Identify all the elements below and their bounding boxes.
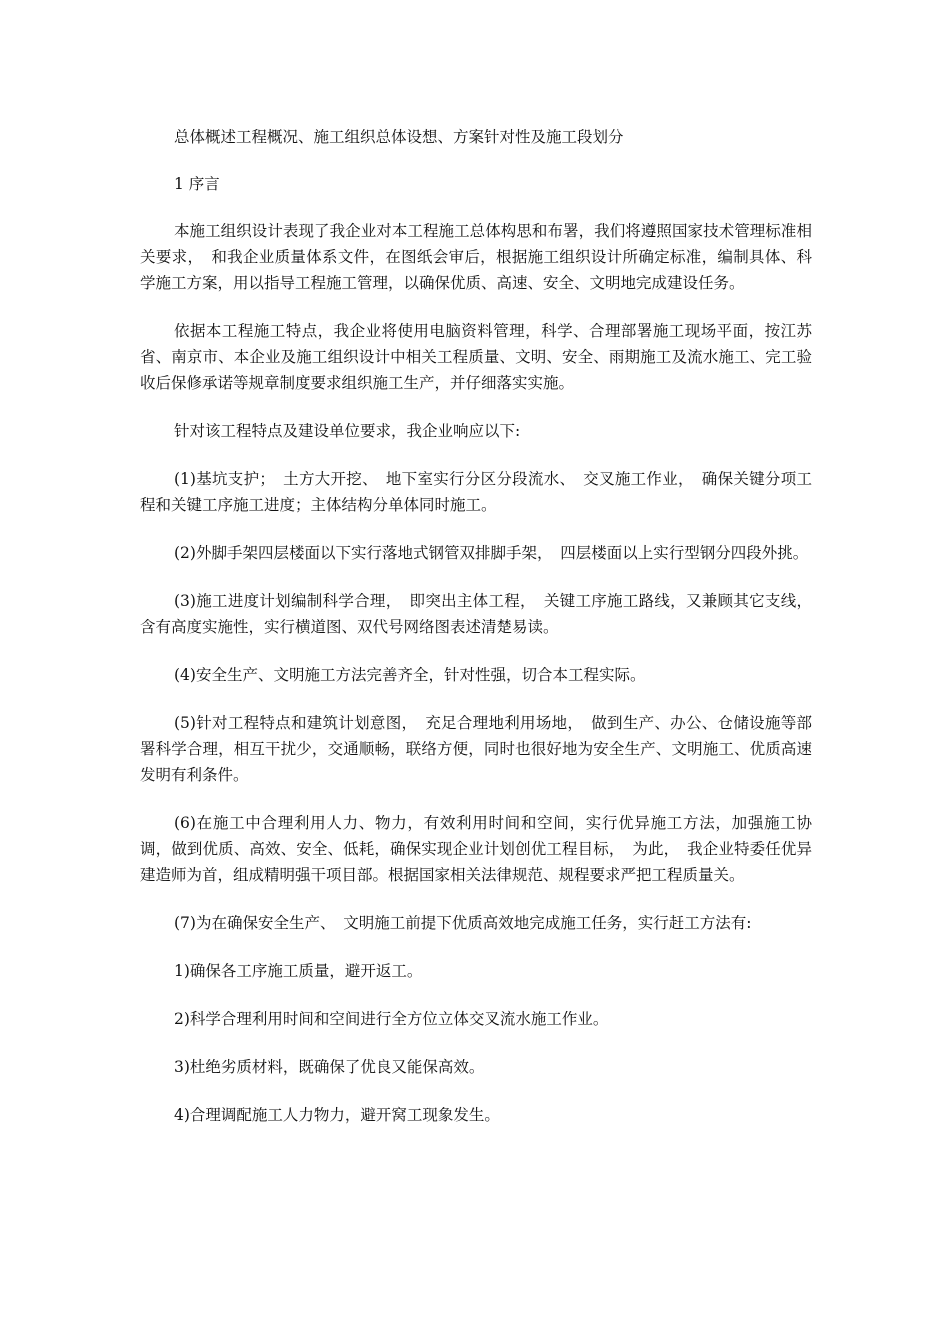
- document-title: 总体概述工程概况、施工组织总体设想、方案针对性及施工段划分: [174, 128, 624, 146]
- list-item-4: (4)安全生产、文明施工方法完善齐全，针对性强，切合本工程实际。: [174, 666, 646, 684]
- sub-item-1: 1)确保各工序施工质量，避开返工。: [174, 962, 423, 980]
- sub-item-3: 3)杜绝劣质材料，既确保了优良又能保高效。: [174, 1058, 485, 1076]
- paragraph-response-lead: 针对该工程特点及建设单位要求，我企业响应以下:: [174, 422, 521, 440]
- list-item-3: (3)施工进度计划编制科学合理， 即突出主体工程， 关键工序施工路线，又兼顾其它支线，含有高度实施性，实行横道图、双代号网络图表述清楚易读。: [140, 592, 812, 636]
- paragraph-basis: 依据本工程施工特点，我企业将使用电脑资料管理，科学、合理部署施工现场平面，按江苏省、南京市、本企业及施工组织设计中相关工程质量、文明、安全、雨期施工及流水施工、完工验收后保修承诺等规章制度要求组织施工生产，并仔细落实实施。: [140, 322, 812, 392]
- document-body: [140, 124, 812, 1150]
- list-item-1: (1)基坑支护； 土方大开挖、 地下室实行分区分段流水、 交叉施工作业， 确保关键分项工程和关键工序施工进度；主体结构分单体同时施工。: [140, 470, 812, 514]
- sub-item-4: 4)合理调配施工人力物力，避开窝工现象发生。: [174, 1106, 500, 1124]
- list-item-6: (6)在施工中合理利用人力、物力，有效利用时间和空间，实行优异施工方法，加强施工协调，做到优质、高效、安全、低耗，确保实现企业计划创优工程目标， 为此， 我企业特委任优异建造师为首，组成精明强干项目部。根据国家相关法律规范、规程要求严把工程质量关。: [140, 814, 812, 884]
- paragraph-intro: 本施工组织设计表现了我企业对本工程施工总体构思和布署，我们将遵照国家技术管理标准相关要求， 和我企业质量体系文件，在图纸会审后，根据施工组织设计所确定标准，编制具体、科学施工方案，用以指导工程施工管理，以确保优质、高速、安全、文明地完成建设任务。: [140, 222, 812, 292]
- list-item-7: (7)为在确保安全生产、 文明施工前提下优质高效地完成施工任务，实行赶工方法有:: [174, 914, 752, 932]
- section-heading: 1 序言: [174, 175, 220, 193]
- list-item-5: (5)针对工程特点和建筑计划意图， 充足合理地利用场地， 做到生产、办公、仓储设施等部署科学合理，相互干扰少，交通顺畅，联络方便，同时也很好地为安全生产、文明施工、优质高速发明有利条件。: [140, 714, 812, 784]
- list-item-2: (2)外脚手架四层楼面以下实行落地式钢管双排脚手架， 四层楼面以上实行型钢分四段外挑。: [174, 544, 809, 562]
- sub-item-2: 2)科学合理利用时间和空间进行全方位立体交叉流水施工作业。: [174, 1010, 609, 1028]
